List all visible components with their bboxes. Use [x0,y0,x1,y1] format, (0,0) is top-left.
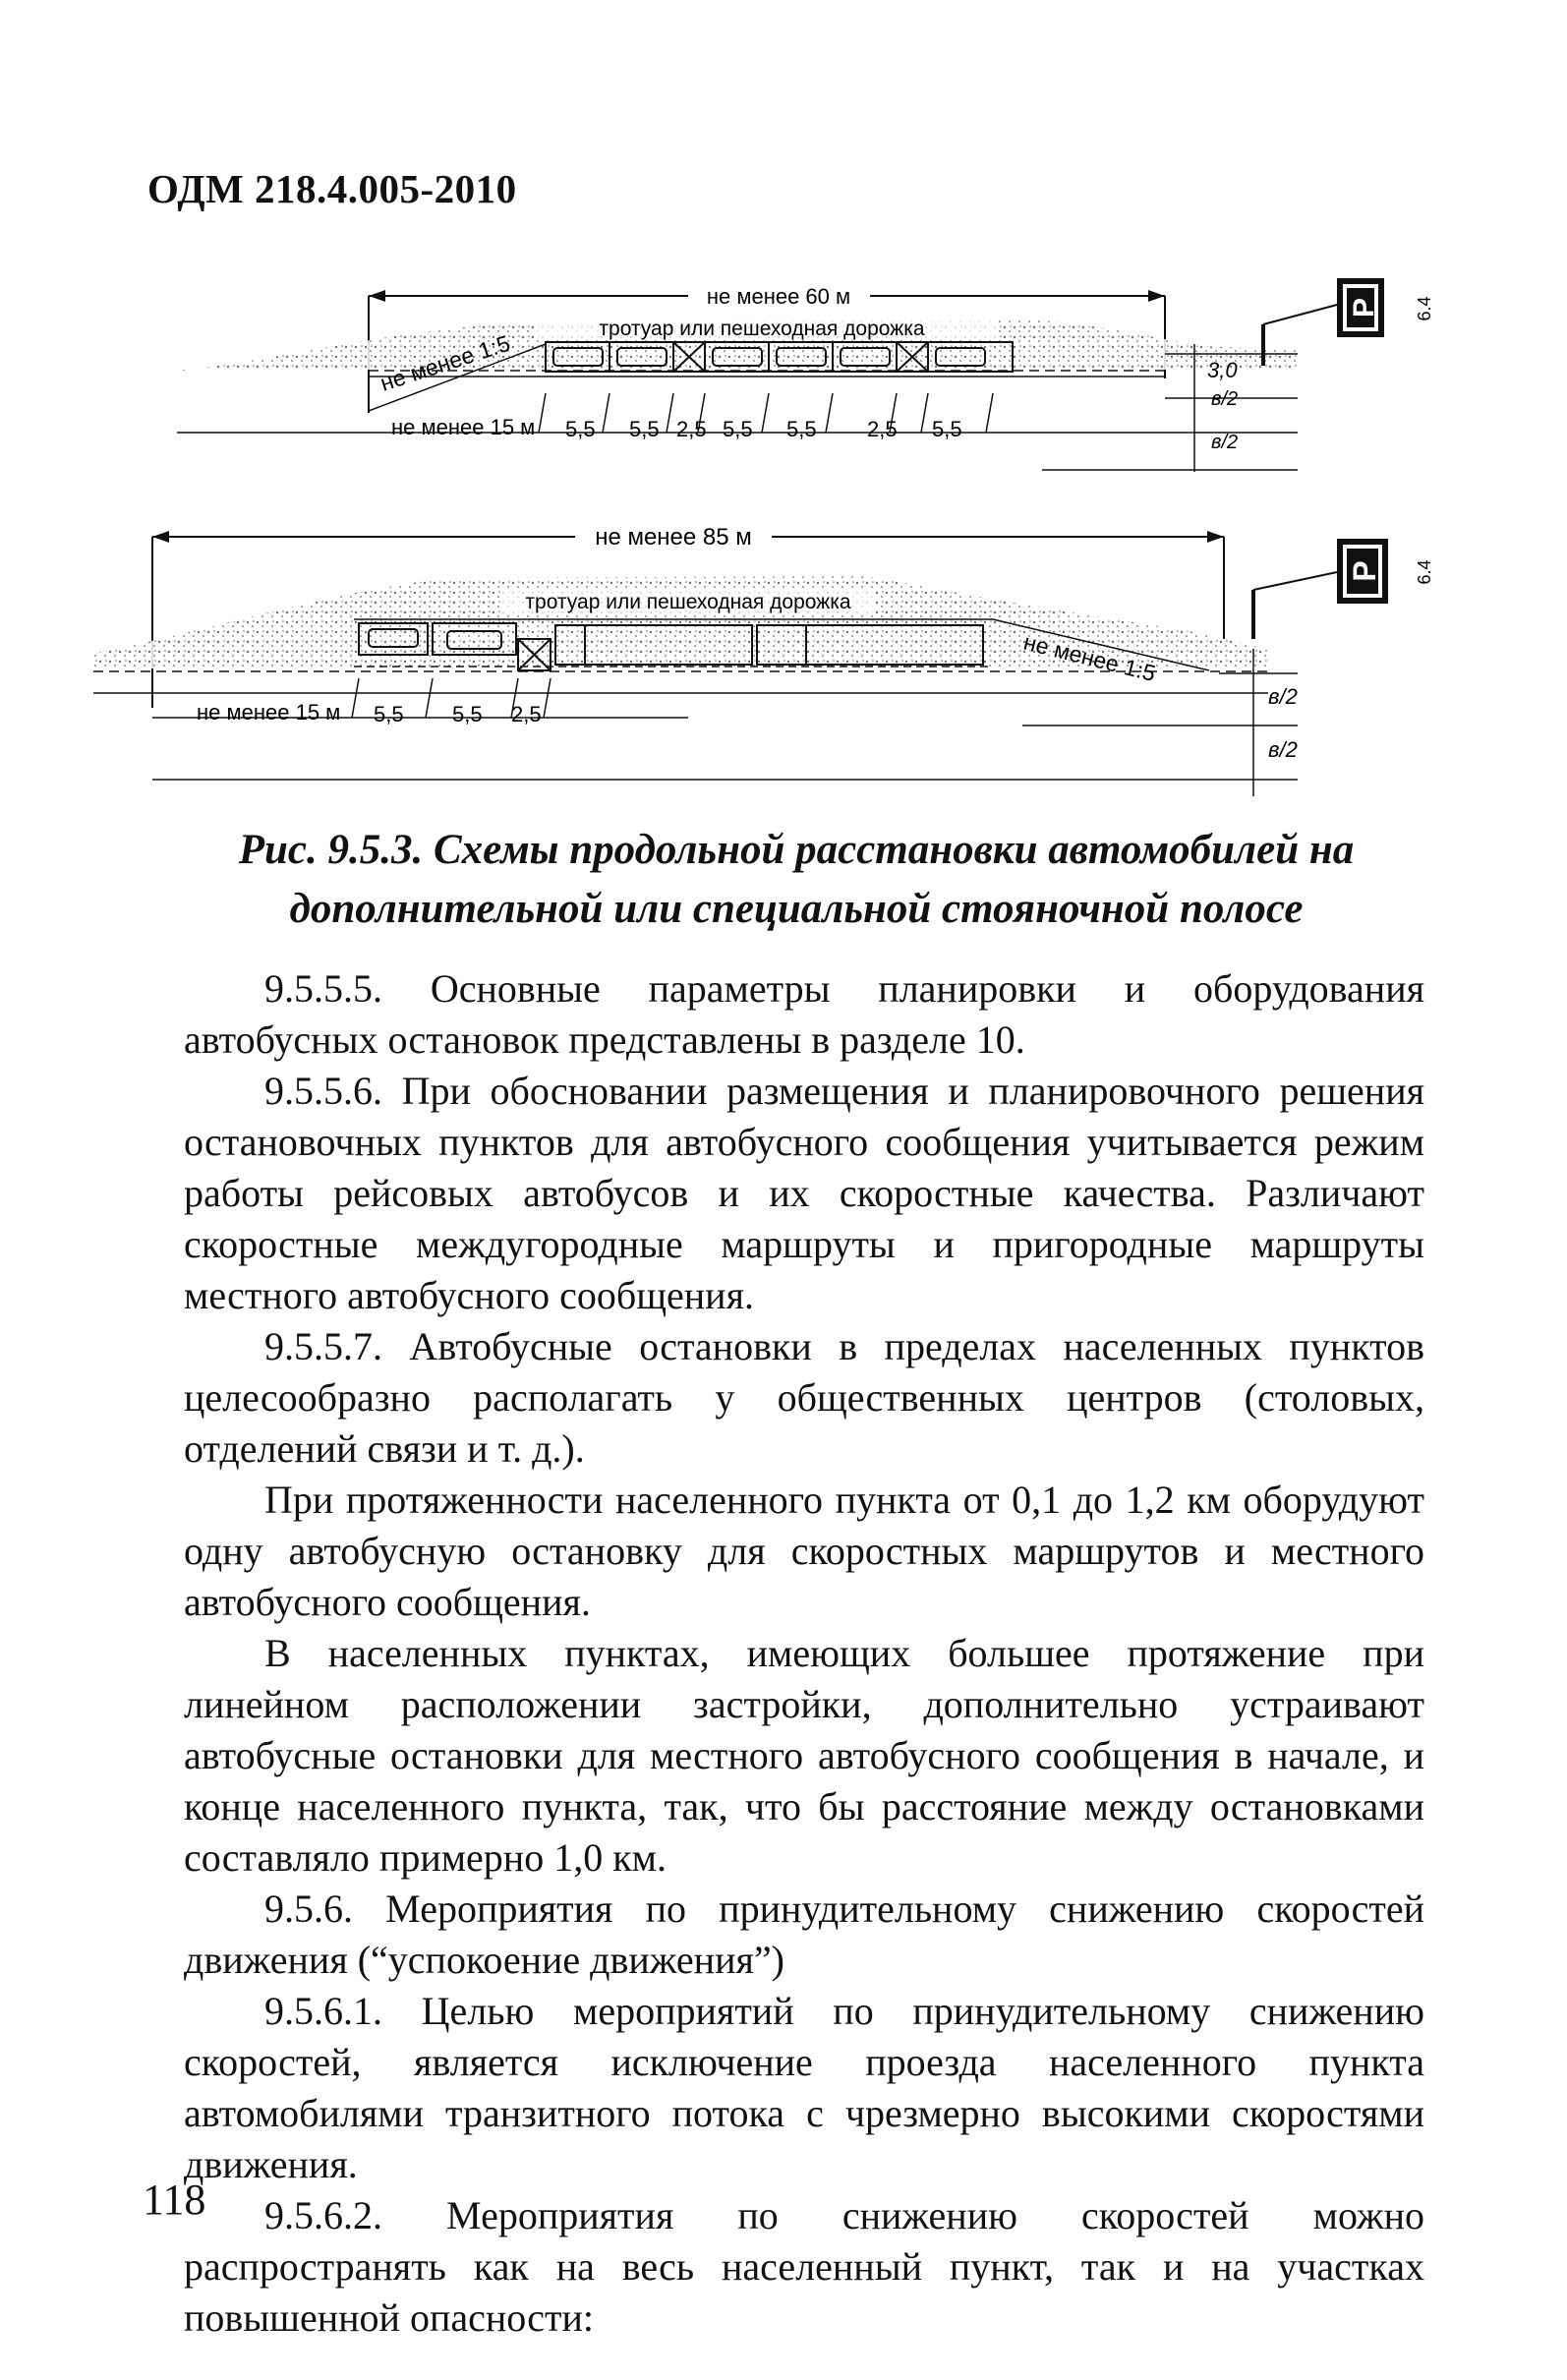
scheme-2 [93,521,1434,796]
scheme2-entry-length: не менее 15 м [197,700,341,725]
scheme1-parking-sign-icon [1337,278,1384,337]
scheme2-half-width-a: в/2 [1268,684,1298,709]
scheme2-sign-code: 6.4 [1415,559,1434,585]
scheme2-taper-slope: не менее 1:5 [1020,628,1159,687]
scheme-1 [177,278,1434,472]
scheme1-walkway-label: тротуар или пешеходная дорожка [599,318,925,340]
scheme1-sign-code: 6.4 [1415,296,1434,321]
scheme2-seg-3: 2,5 [511,702,542,726]
scheme1-seg-1: 5,5 [565,417,596,441]
scheme1-half-width-a: в/2 [1211,388,1239,410]
scheme2-total-length: не менее 85 м [595,524,752,551]
scheme1-sign-letter: P [1348,297,1380,319]
scheme1-entry-length: не менее 15 м [391,415,536,439]
scheme1-lane-width: 3,0 [1207,358,1238,382]
document-code-header: ОДМ 218.4.005-2010 [147,166,517,211]
paragraph-9-5-6-2: 9.5.6.2. Мероприятия по снижению скоростей можно распространять как на весь населенный пункт, так и на участках повышенной опасности: [184,2193,1424,2340]
paragraph-9-5-6-1: 9.5.6.1. Целью мероприятий по принудительному снижению скоростей, является исключение проезда населенного пункта автомобилями транзитного потока с чрезмерно высокими скоростями движения. [184,1989,1424,2186]
page-number: 118 [143,2176,206,2224]
scheme2-half-width-b: в/2 [1268,737,1298,762]
scheme2-walkway-label: тротуар или пешеходная дорожка [525,591,851,613]
scheme1-half-width-b: в/2 [1211,432,1239,453]
figure-caption-line1: Рис. 9.5.3. Схемы продольной расстановки автомобилей на [238,827,1355,873]
scheme1-seg-6: 2,5 [867,417,898,441]
body-text [184,963,1424,2344]
scheme2-seg-2: 5,5 [452,702,483,726]
scheme1-seg-5: 5,5 [786,417,817,441]
scheme1-seg-4: 5,5 [723,417,753,441]
scheme1-taper-slope: не менее 1:5 [377,329,513,396]
scheme2-sign-letter: P [1347,560,1382,582]
scheme2-parking-sign-icon [1337,539,1388,604]
scheme2-seg-1: 5,5 [374,702,404,726]
paragraph-9-5-5-6: 9.5.5.6. При обосновании размещения и планировочного решения остановочных пунктов для автобусного сообщения учитывается режим работы рейсовых автобусов и их скоростные качества. Различают скоростные междугородные маршруты и пригородные маршруты местного автобусного сообщения. [184,1069,1424,1317]
scheme1-seg-7: 5,5 [932,417,962,441]
paragraph-9-5-5-7: 9.5.5.7. Автобусные остановки в пределах населенных пунктов целесообразно располагать у общественных центров (столовых, отделений связи и т. д.). [184,1324,1424,1471]
parking-schemes-figure [0,0,1567,816]
paragraph-linear-settlements: В населенных пунктах, имеющих большее протяжение при линейном расположении застройки, дополнительно устраивают автобусные остановки для местного автобусного сообщения в начале, и конце населенного пункта, так, что бы расстояние между остановками составляло примерно 1,0 км. [184,1631,1424,1880]
figure-caption-line2: дополнительной или специальной стояночной полосе [289,886,1304,932]
scheme1-total-length: не менее 60 м [706,284,851,309]
scheme1-seg-3: 2,5 [676,417,707,441]
paragraph-single-stop: При протяженности населенного пункта от 0,1 до 1,2 км оборудуют одну автобусную остановку для скоростных маршрутов и местного автобусного сообщения. [184,1478,1424,1624]
paragraph-9-5-6: 9.5.6. Мероприятия по принудительному снижению скоростей движения (“успокоение движения”) [184,1887,1424,1982]
scheme1-seg-2: 5,5 [629,417,660,441]
paragraph-9-5-5-5: 9.5.5.5. Основные параметры планировки и оборудования автобусных остановок представлены в разделе 10. [184,966,1424,1062]
